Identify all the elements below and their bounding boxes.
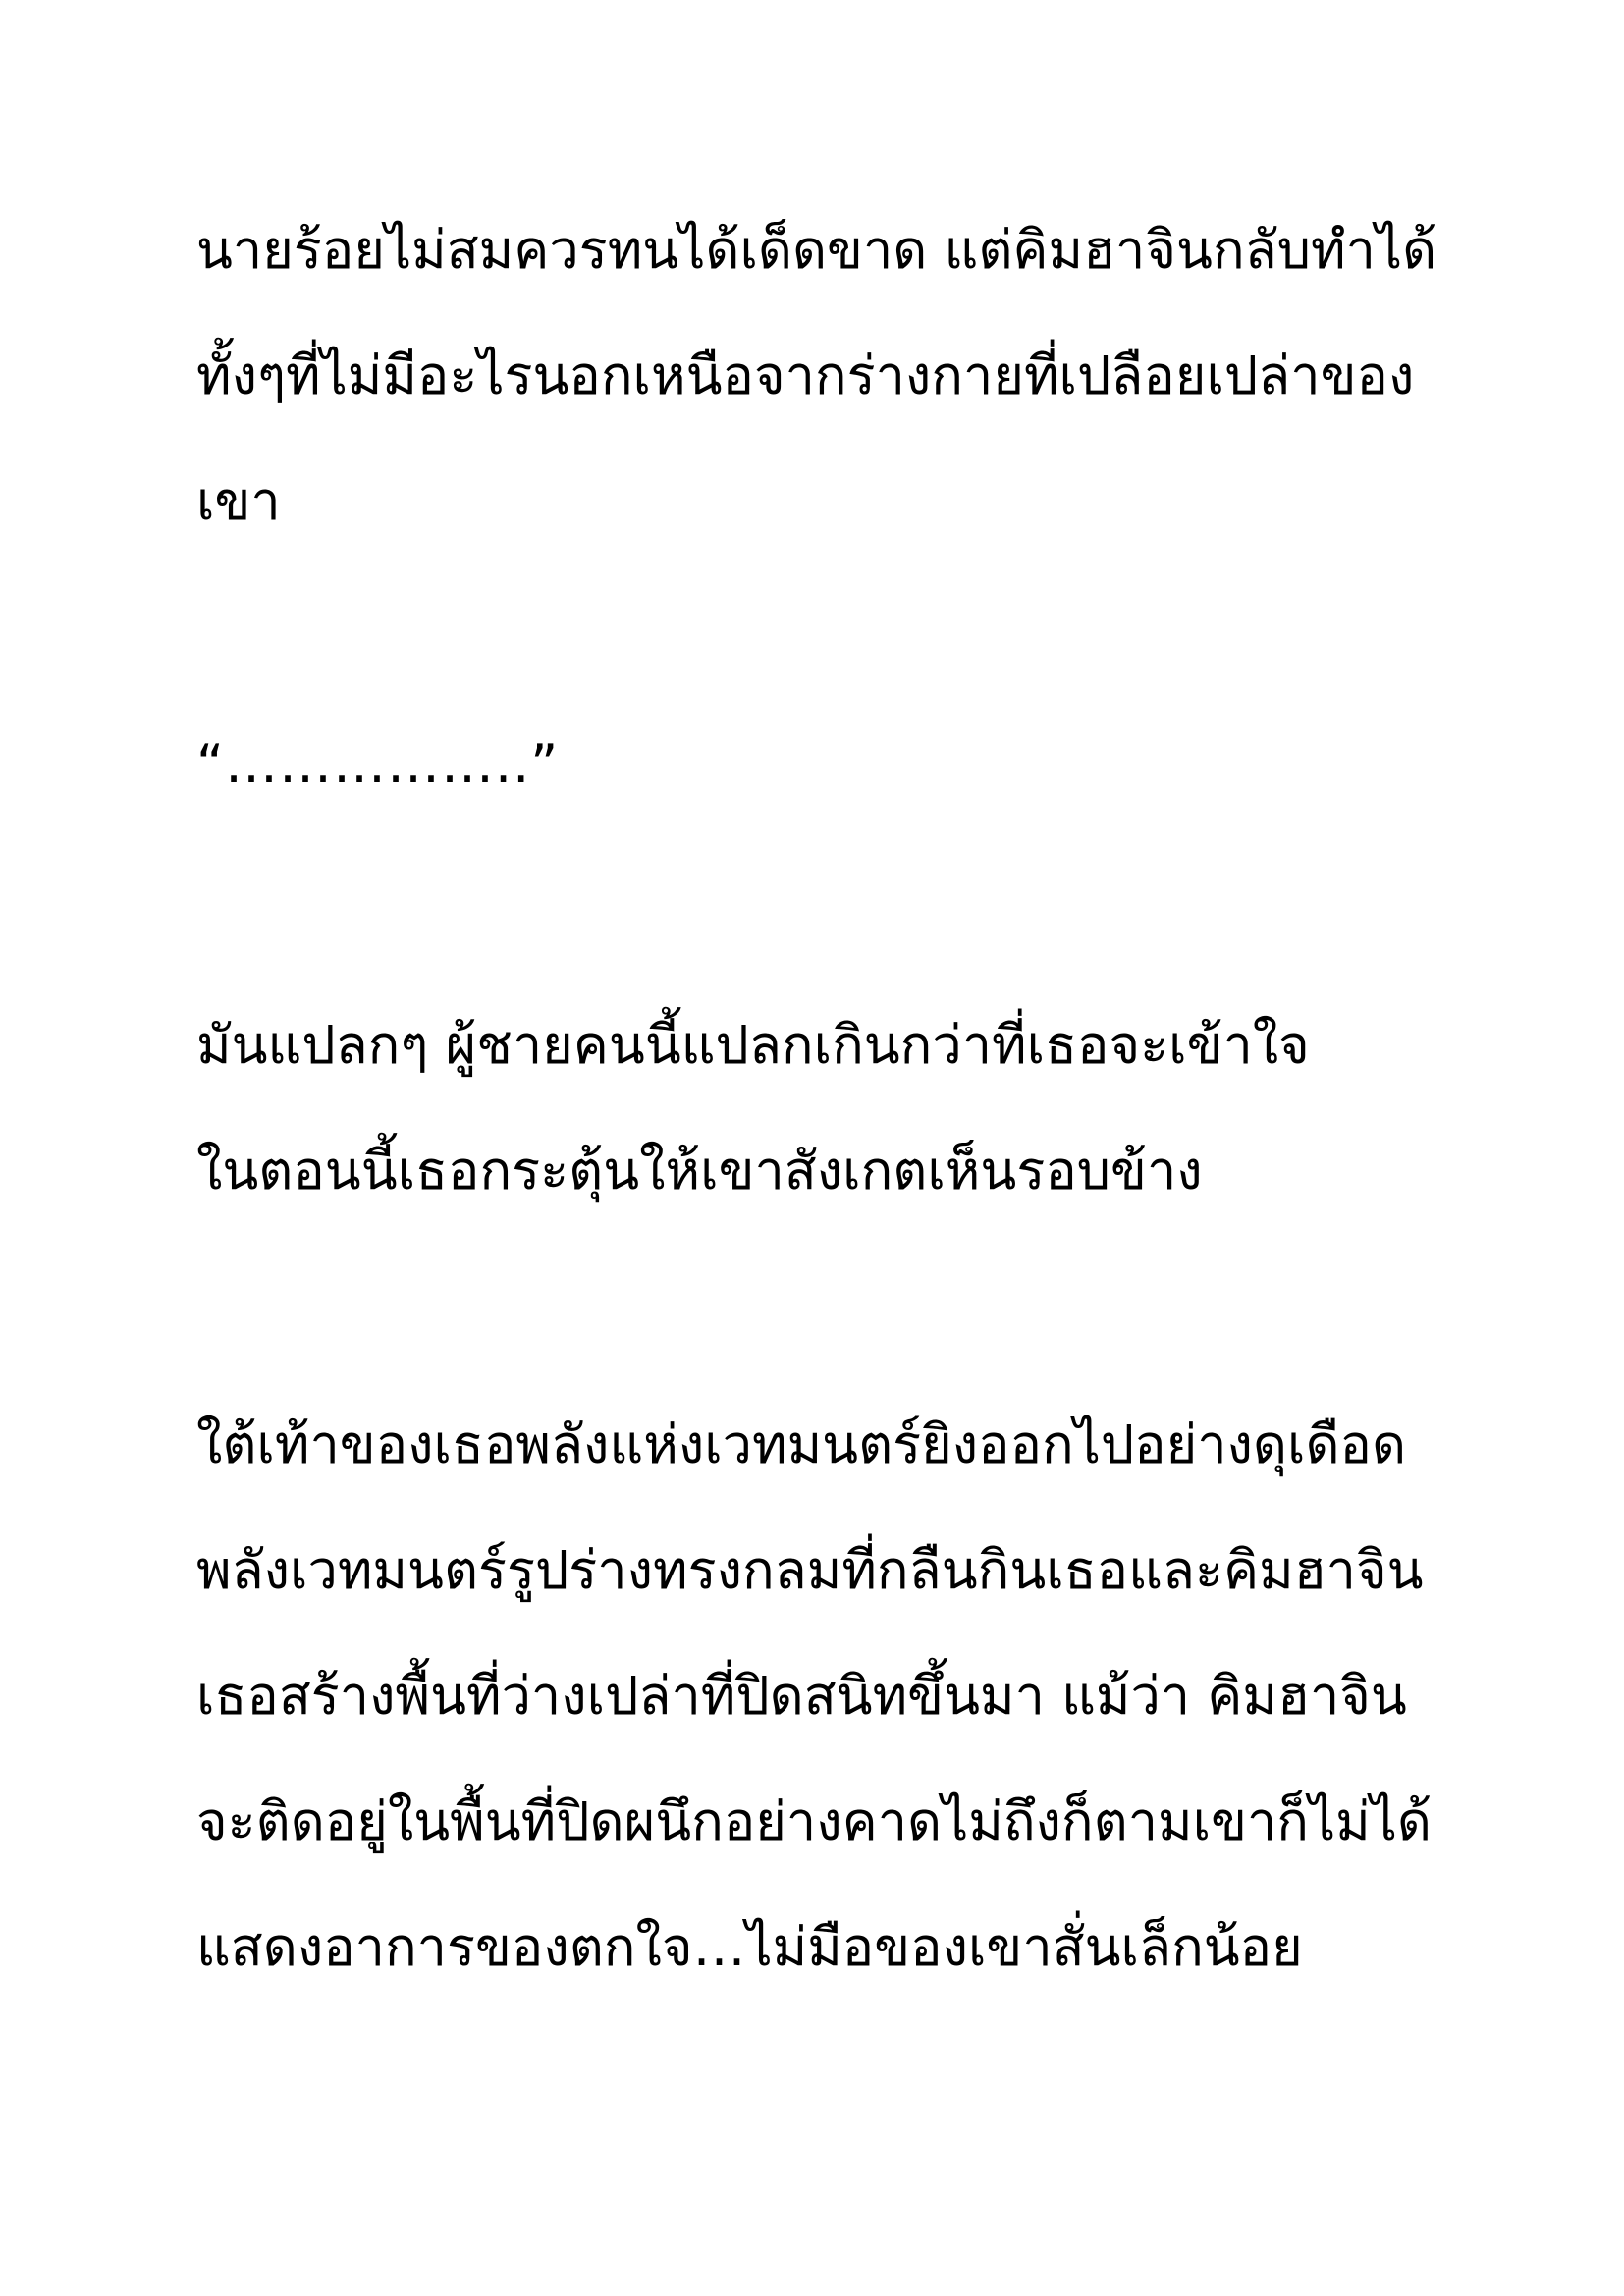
text-line: แสดงอาการของตกใจ…ไม่มือของเขาสั่นเล็กน้อย: [196, 1916, 1303, 1978]
text-line: ทั้งๆที่ไม่มีอะไรนอกเหนือจากร่างกายที่เปลือยเปล่าของ: [196, 345, 1415, 406]
text-line: เธอสร้างพื้นที่ว่างเปล่าที่ปิดสนิทขึ้นมา แม้ว่า คิมฮาจิน: [196, 1665, 1407, 1727]
text-line: เขา: [196, 470, 281, 532]
text-line: จะติดอยู่ในพื้นที่ปิดผนึกอย่างคาดไม่ถึงก็ตามเขาก็ไม่ได้: [196, 1790, 1432, 1852]
text-line: ใต้เท้าของเธอพลังแห่งเวทมนตร์ยิงออกไปอย่างดุเดือด: [196, 1414, 1407, 1475]
text-line: ในตอนนี้เธอกระตุ้นให้เขาสังเกตเห็นรอบข้าง: [196, 1140, 1203, 1201]
text-line: มันแปลกๆ ผู้ชายคนนี้แปลกเกินกว่าที่เธอจะเข้าใจ: [196, 1014, 1310, 1076]
text-line: พลังเวทมนตร์รูปร่างทรงกลมที่กลืนกินเธอและคิมฮาจิน: [196, 1539, 1424, 1601]
ellipsis-quote: “……………..”: [196, 733, 560, 795]
text-line: นายร้อยไม่สมควรทนได้เด็ดขาด แต่คิมฮาจินกลับทำได้: [196, 219, 1437, 281]
